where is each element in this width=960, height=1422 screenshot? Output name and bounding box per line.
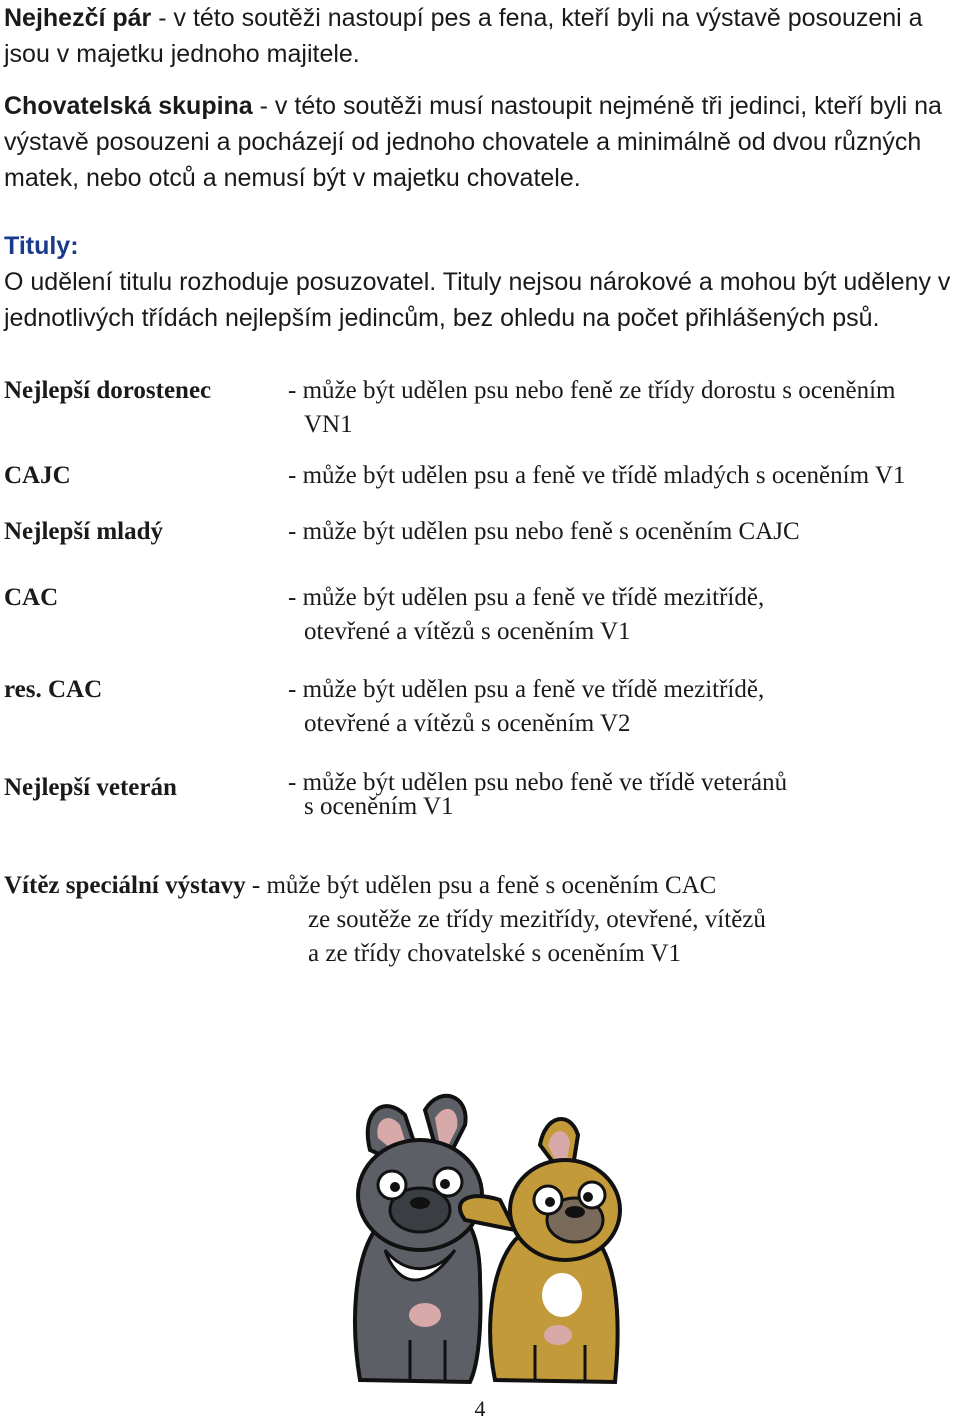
group-paragraph: [4, 88, 956, 196]
definition-line1: - může být udělen psu a feně ve třídě mezitřídě,: [288, 676, 765, 703]
definition-line1: - může být udělen psu nebo feně ze třídy dorostu s oceněním: [288, 377, 896, 404]
definition-line1: - může být udělen psu a feně ve třídě mezitřídě,: [288, 584, 765, 611]
pair-text: - v této soutěži nastoupí pes a fena, kteří byli na výstavě posouzeni a jsou v majetku jednoho majitele.: [4, 4, 923, 68]
titles-text: O udělení titulu rozhoduje posuzovatel. Tituly nejsou nárokové a mohou být uděleny v jednotlivých třídách nejlepším jedincům, bez ohledu na počet přihlášených psů.: [4, 268, 951, 332]
definition-term: Nejlepší dorostenec: [4, 377, 212, 404]
definition-line1: - může být udělen psu a feně ve třídě mladých s oceněním V1: [288, 462, 906, 489]
definition-line2: VN1: [304, 411, 353, 438]
definition-term: Nejlepší mladý: [4, 518, 164, 545]
definition-line1: - může být udělen psu nebo feně ve třídě veteránů: [288, 769, 788, 796]
page-number: 4: [474, 1396, 486, 1421]
pair-paragraph: [4, 0, 956, 72]
winner-block: [4, 869, 956, 971]
definition-line1: - může být udělen psu nebo feně s oceněním CAJC: [288, 518, 800, 545]
gray-dog-icon: [355, 1096, 482, 1382]
definition-line2: s oceněním V1: [304, 793, 454, 820]
definition-term: Nejlepší veterán: [4, 774, 177, 801]
definition-term: CAC: [4, 584, 59, 611]
tan-dog-icon: [460, 1119, 620, 1382]
winner-term: Vítěz speciální výstavy: [4, 872, 246, 899]
winner-line1: - může být udělen psu a feně s oceněním CAC: [245, 872, 717, 899]
definition-term: res. CAC: [4, 676, 103, 703]
winner-line3: a ze třídy chovatelské s oceněním V1: [308, 940, 682, 967]
definition-line2: otevřené a vítězů s oceněním V1: [304, 618, 631, 645]
definition-term: CAJC: [4, 462, 71, 489]
definition-line2: otevřené a vítězů s oceněním V2: [304, 710, 631, 737]
group-term: Chovatelská skupina: [4, 92, 253, 120]
group-text: - v této soutěži musí nastoupit nejméně tři jedinci, kteří byli na výstavě posouzeni a pocházejí od jednoho chovatele a minimálně od dvou různých matek, nebo otců a nemusí být v majetku chovatele.: [4, 92, 942, 192]
pair-term: Nejhezčí pár: [4, 4, 152, 32]
winner-line2: ze soutěže ze třídy mezitřídy, otevřené, vítězů: [308, 906, 766, 933]
french-bulldogs-illustration: [330, 1090, 630, 1390]
titles-heading: Tituly:: [4, 232, 79, 260]
